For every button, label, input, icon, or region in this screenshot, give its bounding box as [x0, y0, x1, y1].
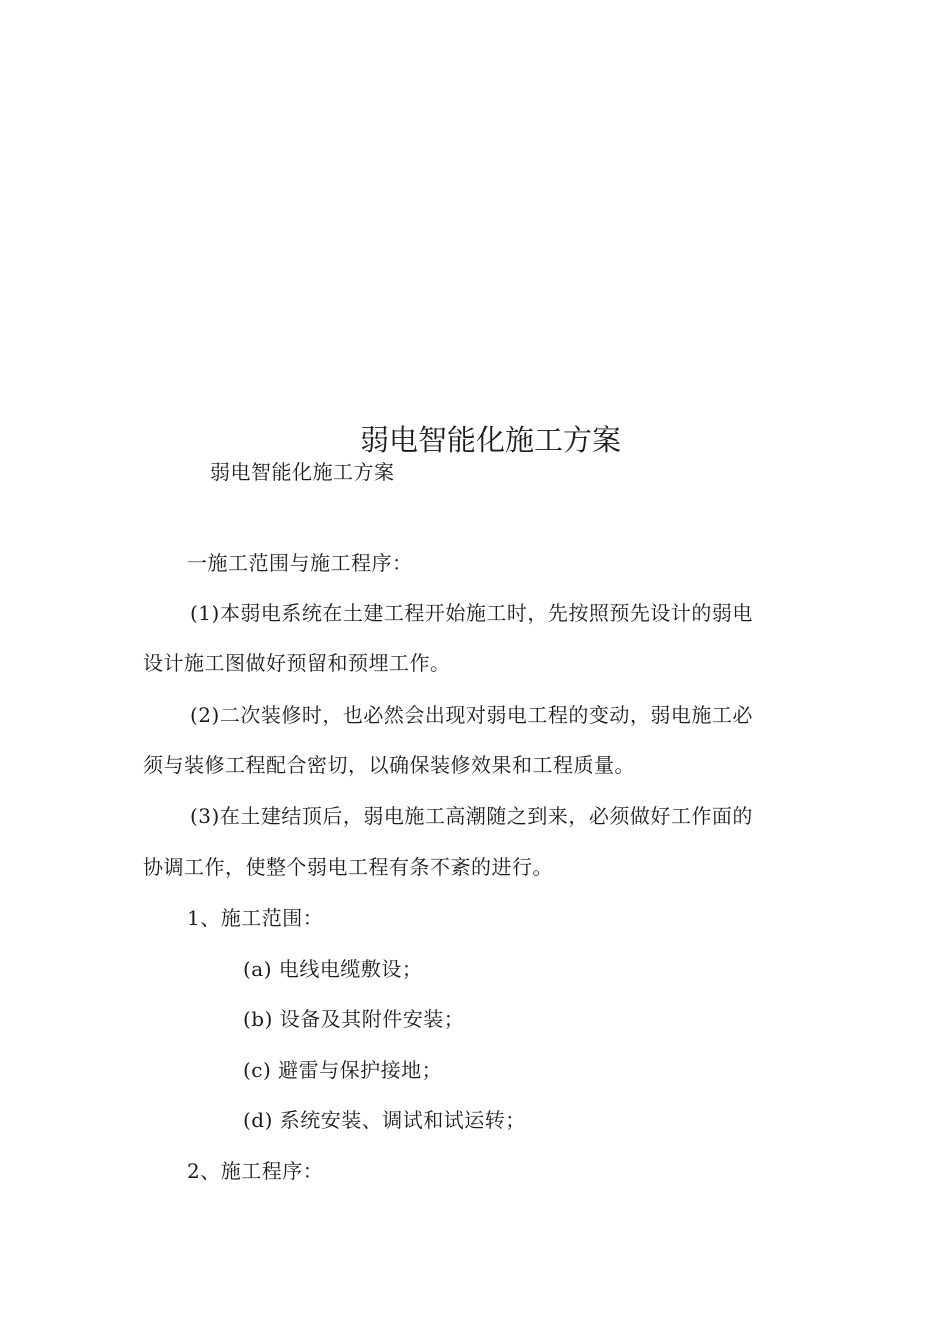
section-heading: 一施工范围与施工程序：: [187, 551, 413, 575]
procedure-heading: 2、施工程序：: [187, 1159, 324, 1183]
scope-item: (b) 设备及其附件安装；: [243, 1007, 465, 1031]
paragraph-3-line-2: 协调工作，使整个弱电工程有条不紊的进行。: [143, 855, 553, 879]
document-subtitle: 弱电智能化施工方案: [210, 460, 395, 484]
scope-item: (a) 电线电缆敷设；: [243, 957, 423, 981]
scope-item: (c) 避雷与保护接地；: [243, 1058, 443, 1082]
document-title: 弱电智能化施工方案: [360, 423, 622, 457]
scope-heading: 1、施工范围：: [187, 906, 324, 930]
paragraph-3-line-1: (3)在土建结顶后，弱电施工高潮随之到来，必须做好工作面的: [190, 804, 753, 828]
paragraph-1-line-2: 设计施工图做好预留和预埋工作。: [143, 651, 451, 675]
paragraph-1-line-1: (1)本弱电系统在土建工程开始施工时，先按照预先设计的弱电: [190, 601, 753, 625]
paragraph-2-line-1: (2)二次装修时，也必然会出现对弱电工程的变动，弱电施工必: [190, 703, 753, 727]
scope-item: (d) 系统安装、调试和试运转；: [243, 1108, 526, 1132]
paragraph-2-line-2: 须与装修工程配合密切，以确保装修效果和工程质量。: [143, 753, 635, 777]
